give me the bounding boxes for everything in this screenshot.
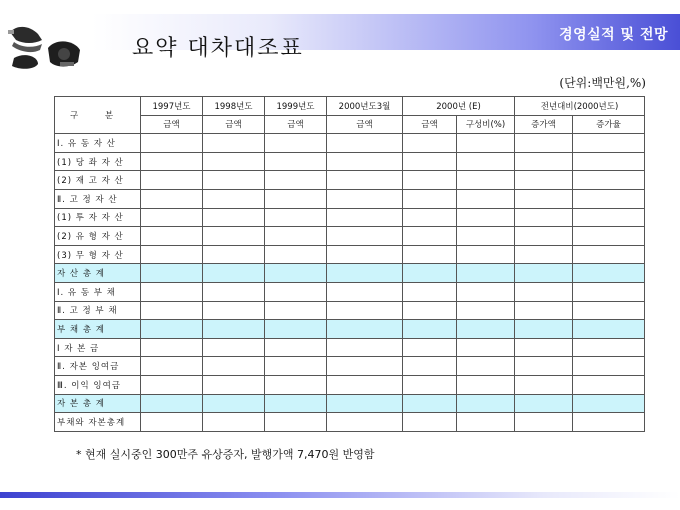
table-cell: [265, 301, 327, 320]
table-cell: [327, 264, 403, 283]
table-cell: [141, 189, 203, 208]
column-sub-header: 증가액: [515, 115, 573, 134]
table-cell: [573, 245, 645, 264]
table-cell: [203, 245, 265, 264]
table-cell: [515, 357, 573, 376]
table-cell: [203, 264, 265, 283]
table-cell: [265, 152, 327, 171]
footnote: * 현재 실시중인 300만주 유상증자, 발행가액 7,470원 반영함: [76, 448, 375, 461]
table-cell: [515, 264, 573, 283]
table-cell: [141, 171, 203, 190]
table-cell: [141, 301, 203, 320]
row-label: Ⅰ 자 본 금: [55, 338, 141, 357]
row-label: 부 채 총 계: [55, 320, 141, 339]
table-cell: [403, 245, 457, 264]
table-cell: [403, 264, 457, 283]
table-cell: [327, 171, 403, 190]
table-cell: [403, 413, 457, 432]
table-row: [55, 357, 645, 376]
table-cell: [573, 413, 645, 432]
table-cell: [515, 227, 573, 246]
table-cell: [327, 227, 403, 246]
table-cell: [515, 394, 573, 413]
table-cell: [141, 134, 203, 153]
row-label: 자 산 총 계: [55, 264, 141, 283]
table-cell: [203, 227, 265, 246]
table-cell: [457, 282, 515, 301]
table-cell: [327, 394, 403, 413]
table-cell: [457, 375, 515, 394]
column-sub-header: 금액: [403, 115, 457, 134]
table-cell: [265, 394, 327, 413]
table-cell: [203, 301, 265, 320]
footer-bar: [0, 492, 680, 498]
table-cell: [457, 189, 515, 208]
table-cell: [457, 171, 515, 190]
table-cell: [403, 152, 457, 171]
row-label: (1) 당 좌 자 산: [55, 152, 141, 171]
table-cell: [203, 189, 265, 208]
table-total-row: [55, 320, 645, 339]
table-cell: [327, 375, 403, 394]
table-cell: [403, 338, 457, 357]
table-cell: [515, 152, 573, 171]
column-sub-header: 금액: [327, 115, 403, 134]
table-cell: [327, 134, 403, 153]
table-cell: [515, 375, 573, 394]
table-row: [55, 375, 645, 394]
table-cell: [203, 413, 265, 432]
table-cell: [403, 189, 457, 208]
table-cell: [265, 375, 327, 394]
table-cell: [457, 264, 515, 283]
table-cell: [327, 413, 403, 432]
row-label: Ⅲ. 이익 잉여금: [55, 375, 141, 394]
table-cell: [203, 152, 265, 171]
table-cell: [457, 152, 515, 171]
table-cell: [265, 320, 327, 339]
column-sub-header: 금액: [203, 115, 265, 134]
table-cell: [141, 320, 203, 339]
table-total-row: [55, 394, 645, 413]
table-cell: [265, 413, 327, 432]
table-row: [55, 208, 645, 227]
table-cell: [403, 357, 457, 376]
table-cell: [515, 413, 573, 432]
table-cell: [457, 413, 515, 432]
table-cell: [141, 338, 203, 357]
table-cell: [141, 282, 203, 301]
row-label: Ⅰ. 유 동 부 채: [55, 282, 141, 301]
column-header-category: 구 분: [55, 97, 141, 134]
table-cell: [265, 338, 327, 357]
table-cell: [327, 338, 403, 357]
table-cell: [515, 171, 573, 190]
table-row: [55, 338, 645, 357]
table-cell: [203, 338, 265, 357]
table-cell: [203, 357, 265, 376]
column-sub-header: 구성비(%): [457, 115, 515, 134]
table-cell: [403, 208, 457, 227]
table-row: [55, 413, 645, 432]
table-cell: [457, 245, 515, 264]
table-cell: [515, 189, 573, 208]
table-cell: [573, 134, 645, 153]
table-cell: [573, 375, 645, 394]
table-cell: [141, 357, 203, 376]
table-cell: [327, 357, 403, 376]
table-cell: [141, 208, 203, 227]
table-cell: [265, 208, 327, 227]
row-label: (2) 유 형 자 산: [55, 227, 141, 246]
table-cell: [403, 301, 457, 320]
table-cell: [327, 152, 403, 171]
table-cell: [203, 320, 265, 339]
table-cell: [141, 245, 203, 264]
table-cell: [515, 320, 573, 339]
table-cell: [515, 134, 573, 153]
table-row: [55, 301, 645, 320]
column-sub-header: 증가율: [573, 115, 645, 134]
table-cell: [457, 394, 515, 413]
table-cell: [327, 245, 403, 264]
row-label: (1) 투 자 자 산: [55, 208, 141, 227]
table-cell: [265, 245, 327, 264]
unit-note: (단위:백만원,%): [559, 76, 646, 90]
table-cell: [141, 264, 203, 283]
table-cell: [265, 357, 327, 376]
table-cell: [327, 282, 403, 301]
column-sub-header: 금액: [265, 115, 327, 134]
row-label: Ⅰ. 유 동 자 산: [55, 134, 141, 153]
table-cell: [327, 208, 403, 227]
table-cell: [327, 189, 403, 208]
table-cell: [203, 171, 265, 190]
table-cell: [327, 320, 403, 339]
table-cell: [265, 171, 327, 190]
row-label: (3) 무 형 자 산: [55, 245, 141, 264]
table-cell: [457, 338, 515, 357]
column-group-header: 1999년도: [265, 97, 327, 116]
table-cell: [457, 320, 515, 339]
column-group-header: 2000년도3월: [327, 97, 403, 116]
table-cell: [457, 134, 515, 153]
table-row: [55, 245, 645, 264]
column-group-header: 2000년 (E): [403, 97, 515, 116]
table-row: [55, 134, 645, 153]
table-cell: [573, 320, 645, 339]
table-cell: [573, 171, 645, 190]
table-cell: [573, 264, 645, 283]
table-cell: [203, 134, 265, 153]
table-cell: [265, 264, 327, 283]
table-cell: [515, 245, 573, 264]
table-cell: [573, 394, 645, 413]
table-cell: [403, 134, 457, 153]
table-cell: [457, 357, 515, 376]
table-cell: [573, 282, 645, 301]
table-cell: [573, 338, 645, 357]
table-cell: [515, 301, 573, 320]
balance-sheet-table: [54, 96, 645, 432]
column-group-header: 전년대비(2000년도): [515, 97, 645, 116]
table-cell: [265, 227, 327, 246]
table-cell: [265, 189, 327, 208]
table-row: [55, 227, 645, 246]
table-cell: [457, 227, 515, 246]
table-cell: [457, 208, 515, 227]
header-row-sub: [55, 115, 645, 134]
table-cell: [203, 394, 265, 413]
table-cell: [457, 301, 515, 320]
table-cell: [203, 208, 265, 227]
table-row: [55, 189, 645, 208]
table-cell: [403, 394, 457, 413]
table-cell: [515, 208, 573, 227]
table-cell: [573, 301, 645, 320]
section-title: 경영실적 및 전망: [559, 27, 668, 43]
table-cell: [265, 282, 327, 301]
table-cell: [141, 394, 203, 413]
header-row-groups: [55, 97, 645, 116]
table-cell: [265, 134, 327, 153]
table-cell: [515, 338, 573, 357]
table-cell: [403, 227, 457, 246]
table-cell: [515, 282, 573, 301]
table-cell: [203, 282, 265, 301]
table-row: [55, 171, 645, 190]
table-cell: [573, 189, 645, 208]
row-label: (2) 재 고 자 산: [55, 171, 141, 190]
table-cell: [141, 413, 203, 432]
table-cell: [403, 282, 457, 301]
slide-title: 요약 대차대조표: [132, 36, 304, 61]
row-label: 자 본 총 계: [55, 394, 141, 413]
table-cell: [403, 171, 457, 190]
table-cell: [327, 301, 403, 320]
row-label: Ⅱ. 고 정 자 산: [55, 189, 141, 208]
phone-devices-icon: [4, 22, 84, 74]
table-cell: [573, 227, 645, 246]
table-cell: [141, 227, 203, 246]
column-group-header: 1998년도: [203, 97, 265, 116]
table-cell: [141, 375, 203, 394]
column-group-header: 1997년도: [141, 97, 203, 116]
table-row: [55, 152, 645, 171]
table-cell: [573, 208, 645, 227]
row-label: Ⅱ. 자본 잉여금: [55, 357, 141, 376]
table-cell: [203, 375, 265, 394]
row-label: Ⅱ. 고 정 부 채: [55, 301, 141, 320]
table-cell: [573, 357, 645, 376]
table-cell: [141, 152, 203, 171]
table-row: [55, 282, 645, 301]
row-label: 부채와 자본총계: [55, 413, 141, 432]
column-sub-header: 금액: [141, 115, 203, 134]
table-cell: [573, 152, 645, 171]
table-cell: [403, 320, 457, 339]
table-cell: [403, 375, 457, 394]
table-total-row: [55, 264, 645, 283]
